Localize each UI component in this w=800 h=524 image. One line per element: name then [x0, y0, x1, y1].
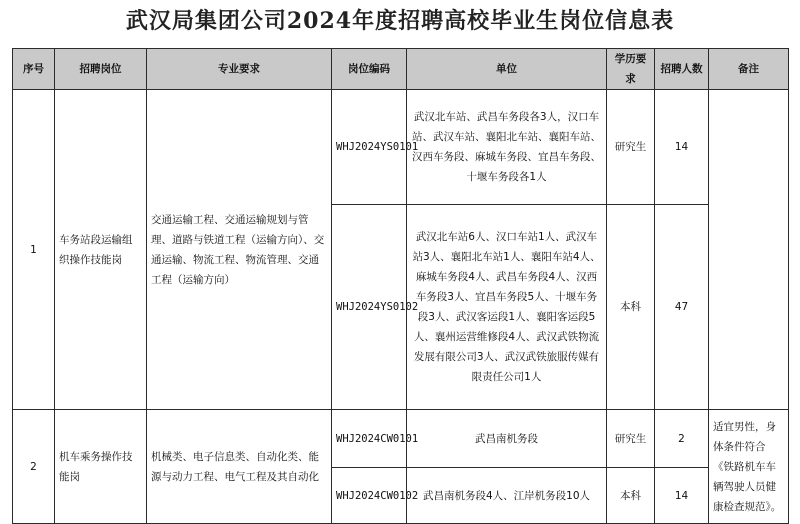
cell-remark: 适宜男性，身体条件符合《铁路机车车辆驾驶人员健康检查规范》。 [709, 410, 789, 524]
cell-seq: 1 [13, 90, 55, 410]
cell-edu: 研究生 [607, 90, 655, 205]
cell-num: 2 [655, 410, 709, 468]
cell-code: WHJ2024YS0102 [332, 205, 407, 410]
header-unit: 单位 [407, 49, 607, 90]
cell-edu: 研究生 [607, 410, 655, 468]
cell-seq: 2 [13, 410, 55, 524]
header-num: 招聘人数 [655, 49, 709, 90]
cell-major: 交通运输工程、交通运输规划与管理、道路与铁道工程（运输方向）、交通运输、物流工程、物流管理、交通工程（运输方向） [147, 90, 332, 410]
cell-post: 机车乘务操作技能岗 [55, 410, 147, 524]
cell-edu: 本科 [607, 205, 655, 410]
header-post: 招聘岗位 [55, 49, 147, 90]
cell-unit: 武汉北车站、武昌车务段各3人，汉口车站、武汉车站、襄阳北车站、襄阳车站、汉西车务段、麻城车务段、宜昌车务段、十堰车务段各1人 [407, 90, 607, 205]
cell-num: 47 [655, 205, 709, 410]
cell-num: 14 [655, 90, 709, 205]
cell-edu: 本科 [607, 468, 655, 524]
job-table [12, 48, 789, 524]
table-row [13, 90, 789, 205]
cell-major: 机械类、电子信息类、自动化类、能源与动力工程、电气工程及其自动化 [147, 410, 332, 524]
header-remark: 备注 [709, 49, 789, 90]
cell-unit: 武昌南机务段 [407, 410, 607, 468]
cell-code: WHJ2024YS0101 [332, 90, 407, 205]
cell-code: WHJ2024CW0101 [332, 410, 407, 468]
cell-unit: 武汉北车站6人、汉口车站1人、武汉车站3人、襄阳北车站1人、襄阳车站4人、麻城车务段4人、武昌车务段4人、汉西车务段3人、宜昌车务段5人、十堰车务段3人、武汉客运段1人、襄阳客运段5人、襄州运营维修段4人、武汉武铁物流发展有限公司3人、武汉武铁旅服传媒有限责任公司1人 [407, 205, 607, 410]
header-seq: 序号 [13, 49, 55, 90]
header-code: 岗位编码 [332, 49, 407, 90]
cell-remark [709, 90, 789, 410]
cell-num: 14 [655, 468, 709, 524]
table-row [13, 410, 789, 468]
cell-code: WHJ2024CW0102 [332, 468, 407, 524]
page-title: 武汉局集团公司2024年度招聘高校毕业生岗位信息表 [125, 8, 675, 34]
cell-post: 车务站段运输组织操作技能岗 [55, 90, 147, 410]
cell-unit: 武昌南机务段4人、江岸机务段10人 [407, 468, 607, 524]
header-row [13, 49, 789, 90]
header-edu: 学历要求 [607, 49, 655, 90]
header-major: 专业要求 [147, 49, 332, 90]
